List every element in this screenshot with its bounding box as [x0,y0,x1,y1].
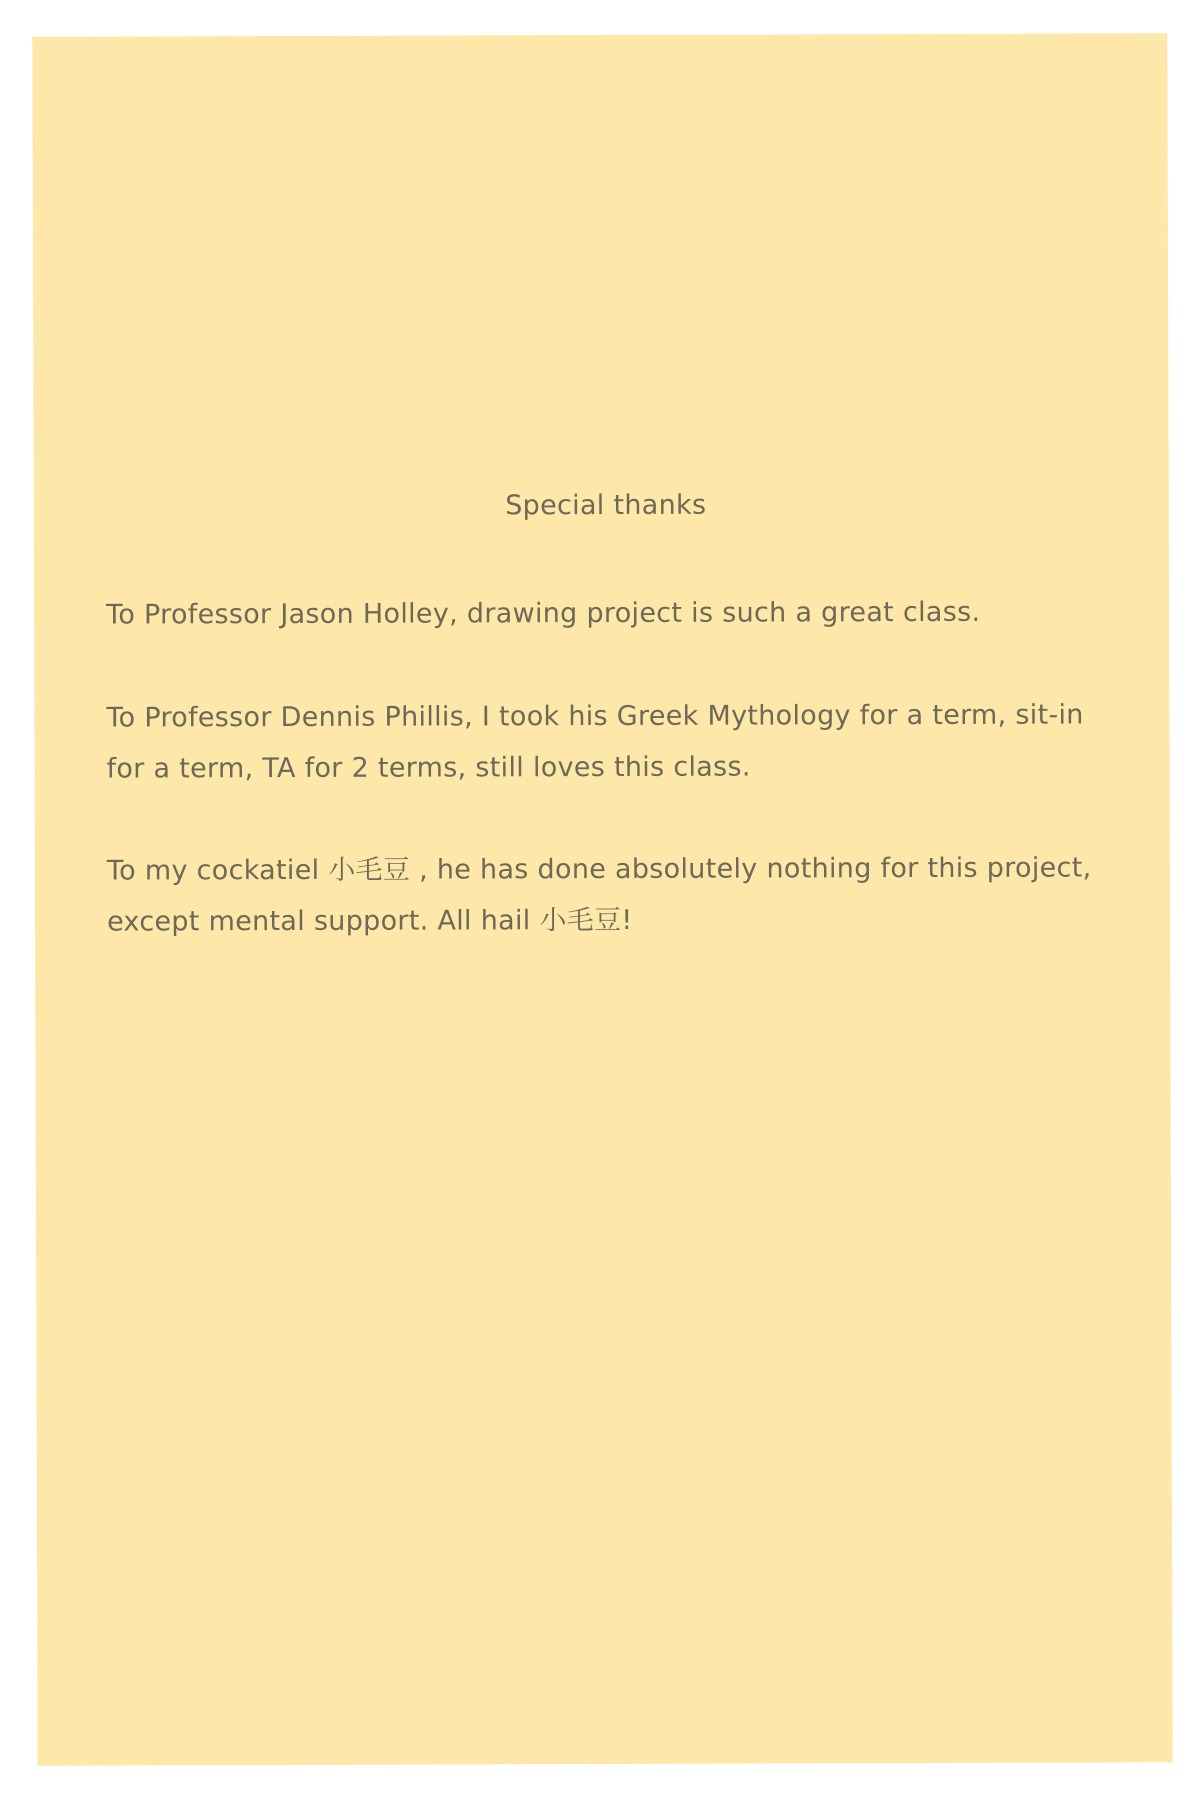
acknowledgements-content [104,33,1104,938]
page-title: Special thanks [505,489,707,522]
thanks-paragraph-jason-holley: To Professor Jason Holley, drawing project is such a great class. [106,596,981,631]
thanks-paragraph-dennis-phillis: To Professor Dennis Phillis, I took his Greek Mythology for a term, sit-in for a term, TA for 2 terms, still loves this class. [106,699,1084,785]
paper-sheet [32,33,1172,1766]
thanks-paragraph-cockatiel: To my cockatiel 小毛豆 , he has done absolutely nothing for this project, except mental support. All hail 小毛豆! [106,852,1092,938]
